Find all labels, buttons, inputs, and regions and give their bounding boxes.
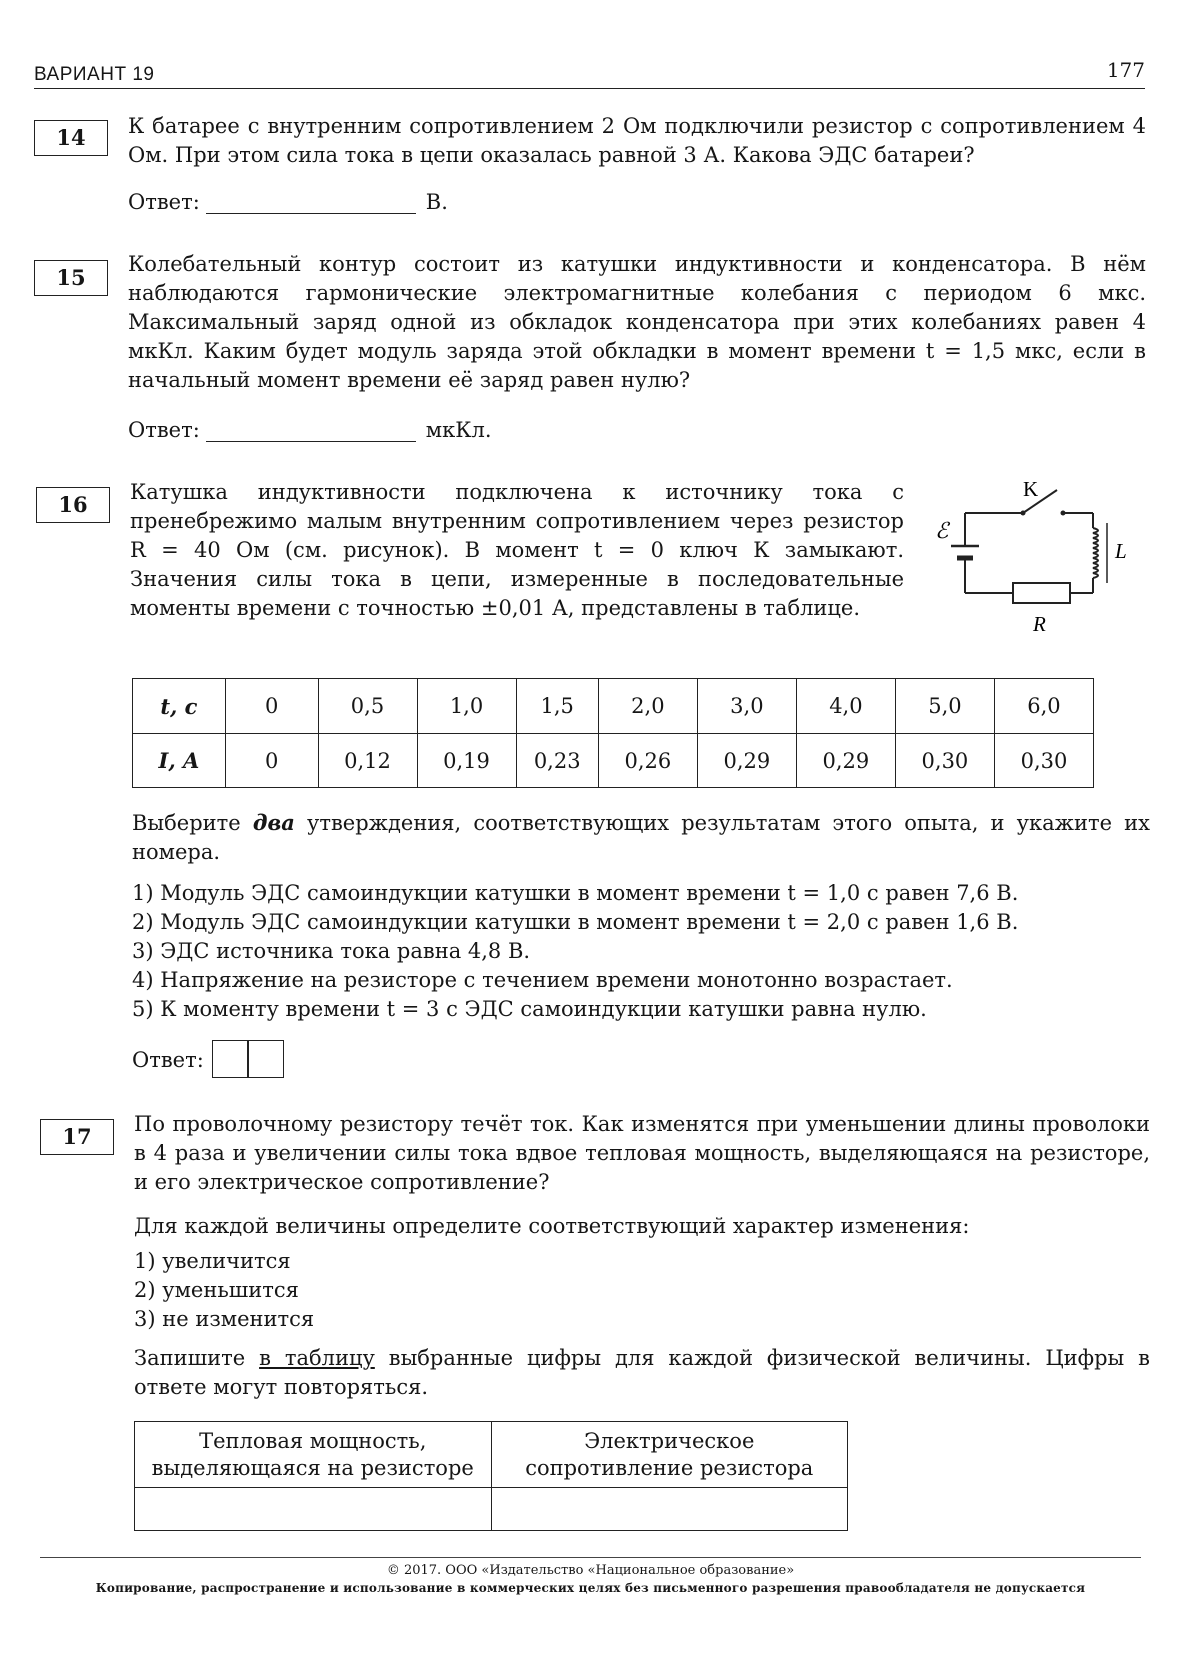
option-2: 2) уменьшится (134, 1278, 299, 1302)
option-1: 1) увеличится (134, 1249, 291, 1273)
header-divider (34, 88, 1145, 89)
table-row-time (133, 679, 1094, 734)
answer-label: Ответ: (128, 418, 200, 442)
table-cell: 2,0 (598, 679, 697, 734)
answer-label: Ответ: (132, 1048, 204, 1072)
column-resistance: Электрическое сопротивление резистора (491, 1422, 848, 1488)
answer-line-15[interactable] (206, 421, 416, 442)
question-14-answer (128, 190, 448, 214)
question-16-number: 16 (36, 487, 110, 523)
inductor-coil (1093, 528, 1098, 578)
question-15-number: 15 (34, 260, 108, 296)
question-15-answer (128, 418, 492, 442)
answer-table-row (135, 1488, 848, 1531)
table-cell: 0,30 (895, 734, 994, 788)
measurement-table (132, 678, 1094, 788)
answer-box-1[interactable] (212, 1040, 249, 1078)
footer-divider (40, 1557, 1141, 1558)
instruction-text: утверждения, соответствующих результатам этого опыта, и укажите их номера. (132, 811, 1150, 864)
option-2: 2) Модуль ЭДС самоиндукции катушки в момент времени t = 2,0 с равен 1,6 В. (132, 910, 1019, 934)
variant-title: ВАРИАНТ 19 (34, 64, 155, 85)
note-text: Запишите (134, 1346, 260, 1370)
table-cell: 0 (225, 734, 318, 788)
table-cell: 0,23 (516, 734, 598, 788)
table-cell: 0,29 (697, 734, 796, 788)
footer-notice: Копирование, распространение и использование в коммерческих целях без письменного разрешения правообладателя не допускается (95, 1581, 1086, 1595)
table-row-current (133, 734, 1094, 788)
answer-cell-resistance[interactable] (491, 1488, 848, 1531)
answer-line-14[interactable] (206, 193, 416, 214)
question-16-text (130, 478, 904, 623)
note-text: выбранные цифры для каждой физической величины. Цифры в ответе могут повторяться. (134, 1346, 1150, 1399)
question-17-body: По проволочному резистору течёт ток. Как изменятся при уменьшении длины проволоки в 4 раза и увеличении силы тока вдвое тепловая мощность, выделяющаяся на резисторе, и его электрическое сопротивление? (134, 1112, 1150, 1194)
answer-box-2[interactable] (247, 1040, 284, 1078)
question-17-options (134, 1247, 314, 1334)
question-17-note (134, 1344, 1150, 1402)
table-cell: 0,12 (318, 734, 417, 788)
table-cell: 4,0 (796, 679, 895, 734)
question-14-text (128, 112, 1146, 170)
table-cell: 0,19 (417, 734, 516, 788)
question-17-instruction: Для каждой величины определите соответствующий характер изменения: (134, 1214, 970, 1238)
instruction-emphasis: два (252, 810, 295, 835)
table-cell: 3,0 (697, 679, 796, 734)
question-17-text (134, 1110, 1150, 1197)
page-number: 177 (1106, 58, 1145, 82)
table-cell: 0,29 (796, 734, 895, 788)
question-15-text (128, 250, 1146, 395)
answer-cell-heat-power[interactable] (135, 1488, 492, 1531)
option-4: 4) Напряжение на резисторе с течением времени монотонно возрастает. (132, 968, 953, 992)
instruction-text: Выберите (132, 811, 253, 835)
table-cell: 1,5 (516, 679, 598, 734)
answer-unit: мкКл. (425, 418, 492, 442)
resistor-label: R (1033, 612, 1046, 636)
answer-unit: В. (425, 190, 448, 214)
table-header-current: I, A (133, 734, 226, 788)
switch-contact-right (1061, 511, 1066, 516)
note-underlined: в таблицу (259, 1346, 375, 1370)
question-14-number: 14 (34, 120, 108, 156)
inductor-label: L (1115, 539, 1127, 563)
answer-boxes (212, 1040, 283, 1083)
question-16-instruction (132, 808, 1150, 867)
table-cell: 0,5 (318, 679, 417, 734)
question-14-body: К батарее с внутренним сопротивлением 2 Ом подключили резистор с сопротивлением 4 Ом. При этом сила тока в цепи оказалась равной 3 А. Какова ЭДС батареи? (128, 114, 1146, 167)
circuit-diagram (935, 478, 1150, 638)
table-cell: 6,0 (994, 679, 1093, 734)
resistor-body (1013, 583, 1070, 603)
option-3: 3) не изменится (134, 1307, 315, 1331)
column-heat-power: Тепловая мощность, выделяющаяся на резисторе (135, 1422, 492, 1488)
answer-table-header (135, 1422, 848, 1488)
table-cell: 0,30 (994, 734, 1093, 788)
option-5: 5) К моменту времени t = 3 с ЭДС самоиндукции катушки равна нулю. (132, 997, 927, 1021)
question-16-options (132, 879, 1018, 1024)
table-cell: 0 (225, 679, 318, 734)
question-17-number: 17 (40, 1119, 114, 1155)
table-cell: 1,0 (417, 679, 516, 734)
question-16-body: Катушка индуктивности подключена к источнику тока с пренебрежимо малым внутренним сопротивлением через резистор R = 40 Ом (см. рисунок). В момент t = 0 ключ К замыкают. Значения силы тока в цепи, измеренные в последовательные моменты времени с точностью ±0,01 А, представлены в таблице. (130, 480, 904, 620)
answer-table-17 (134, 1421, 848, 1531)
table-header-time: t, c (133, 679, 226, 734)
switch-label: K (1023, 478, 1039, 501)
emf-label: ℰ (935, 518, 949, 543)
option-1: 1) Модуль ЭДС самоиндукции катушки в момент времени t = 1,0 с равен 7,6 В. (132, 881, 1019, 905)
question-16-answer (132, 1040, 283, 1083)
option-3: 3) ЭДС источника тока равна 4,8 В. (132, 939, 531, 963)
answer-label: Ответ: (128, 190, 200, 214)
footer-copyright: © 2017. ООО «Издательство «Национальное образование» (386, 1563, 795, 1578)
question-15-body: Колебательный контур состоит из катушки индуктивности и конденсатора. В нём наблюдаются гармонические электромагнитные колебания с периодом 6 мкс. Максимальный заряд одной из обкладок конденсатора при этих колебаниях равен 4 мкКл. Каким будет модуль заряда этой обкладки в момент времени t = 1,5 мкс, если в начальный момент времени её заряд равен нулю? (128, 252, 1146, 392)
table-cell: 0,26 (598, 734, 697, 788)
table-cell: 5,0 (895, 679, 994, 734)
